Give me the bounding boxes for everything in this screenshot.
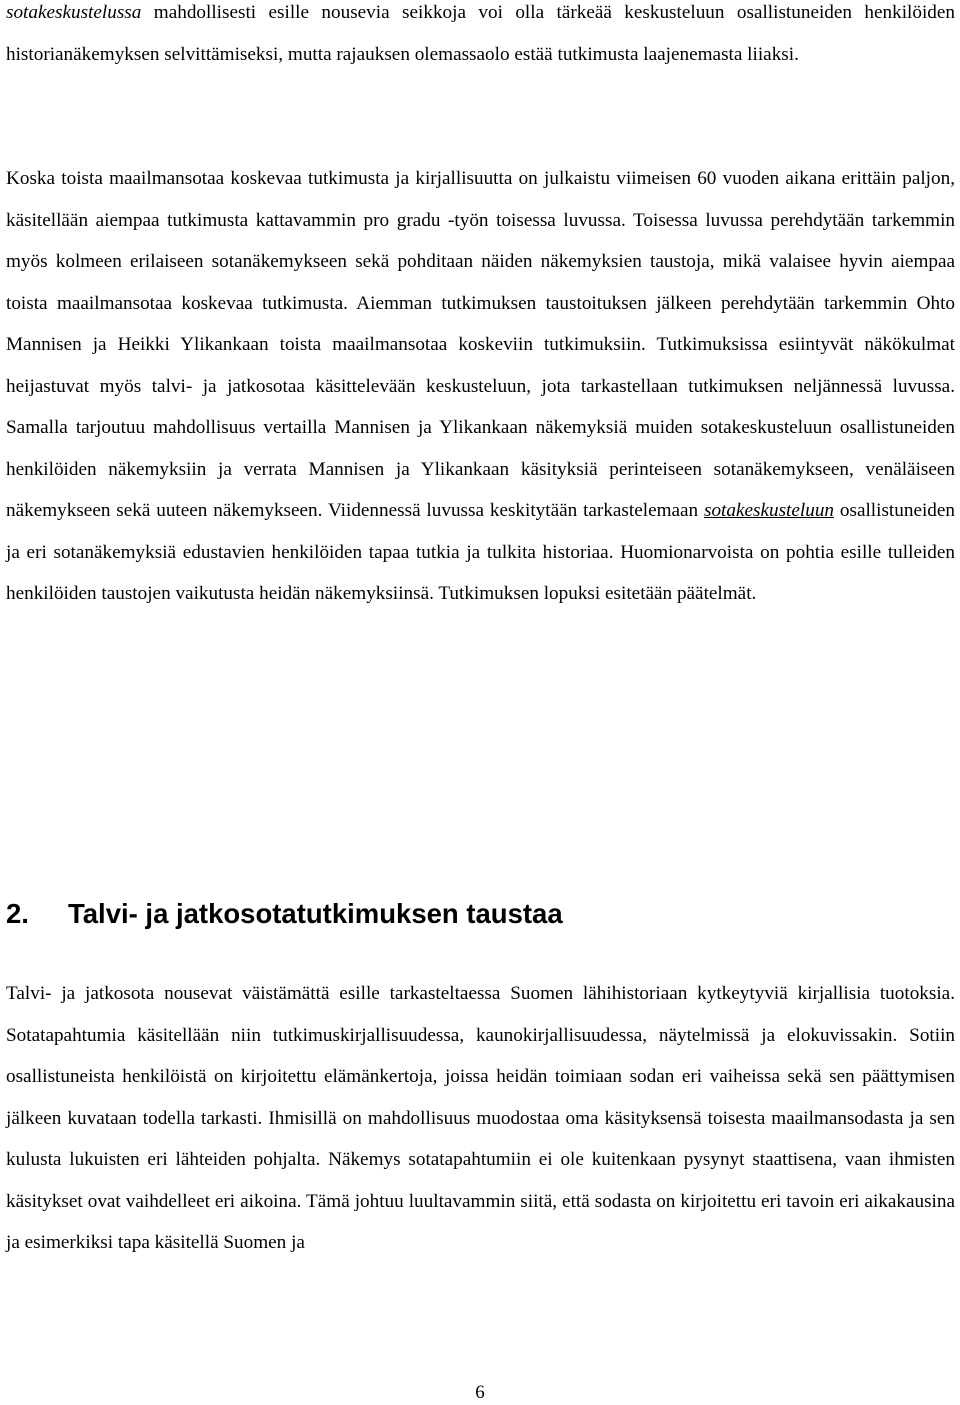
paragraph-text: mahdollisesti esille nousevia seikkoja voi olla tärkeää keskusteluun osallistuneiden henkilöiden historianäkemyksen selvittämiseksi, mutta rajauksen olemassaolo estää tutkimusta laajenemasta liiaksi.: [6, 2, 955, 65]
paragraph-text: osallistuneiden ja eri sotanäkemyksiä edustavien henkilöiden tapaa tutkia ja tulkita historiaa. Huomionarvoista on pohtia esille tulleiden henkilöiden taustojen vaikutusta heidän näkemyksiinsä. Tutkimuksen lopuksi esitetään päätelmät.: [6, 500, 955, 604]
paragraph-section-body: [6, 973, 955, 1264]
page-number: 6: [475, 1382, 485, 1403]
paragraph-structure-overview: [6, 158, 955, 615]
italic-underlined-term: sotakeskusteluun: [704, 500, 835, 521]
paragraph-text: Talvi- ja jatkosota nousevat väistämättä esille tarkasteltaessa Suomen lähihistoriaan kytkeytyviä kirjallisia tuotoksia. Sotatapahtumia käsitellään niin tutkimuskirjallisuudessa, kaunokirjallisuudessa, näytelmissä ja elokuvissakin. Sotiin osallistuneista henkilöistä on kirjoitettu elämänkertoja, joissa heidän toimiaan sodan eri vaiheissa sekä sen päättymisen jälkeen kuvataan todella tarkasti. Ihmisillä on mahdollisuus muodostaa oma käsityksensä toisesta maailmansodasta ja sen kulusta lukuisten eri lähteiden pohjalta. Näkemys sotatapahtumiin ei ole kuitenkaan pysynyt staattisena, vaan ihmisten käsitykset ovat vaihdelleet eri aikoina. Tämä johtuu luultavammin siitä, että sodasta on kirjoitettu eri tavoin eri aikakausina ja esimerkiksi tapa käsitellä Suomen ja: [6, 983, 955, 1253]
paragraph-intro-continuation: [6, 0, 955, 75]
paragraph-text: Koska toista maailmansotaa koskevaa tutkimusta ja kirjallisuutta on julkaistu viimeisen 60 vuoden aikana erittäin paljon, käsitellään aiempaa tutkimusta kattavammin pro gradu -työn toisessa luvussa. Toisessa luvussa perehdytään tarkemmin myös kolmeen erilaiseen sotanäkemykseen sekä pohditaan näiden näkemyksien taustoja, mikä valaisee hyvin aiempaa toista maailmansotaa koskevaa tutkimusta. Aiemman tutkimuksen taustoituksen jälkeen perehdytään tarkemmin Ohto Mannisen ja Heikki Ylikankaan toista maailmansotaa koskeviin tutkimuksiin. Tutkimuksissa esiintyvät näkökulmat heijastuvat myös talvi- ja jatkosotaa käsittelevään keskusteluun, jota tarkastellaan tutkimuksen neljännessä luvussa. Samalla tarjoutuu mahdollisuus vertailla Mannisen ja Ylikankaan näkemyksiä muiden sotakeskusteluun osallistuneiden henkilöiden näkemyksiin ja verrata Mannisen ja Ylikankaan käsityksiä perinteiseen sotanäkemykseen, venäläiseen näkemykseen sekä uuteen näkemykseen. Viidennessä luvussa keskitytään tarkastelemaan: [6, 168, 955, 521]
section-heading: [6, 894, 563, 934]
italic-term: sotakeskustelussa: [6, 2, 142, 23]
section-title: Talvi- ja jatkosotatutkimuksen taustaa: [68, 898, 563, 929]
section-number: 2.: [6, 898, 29, 929]
